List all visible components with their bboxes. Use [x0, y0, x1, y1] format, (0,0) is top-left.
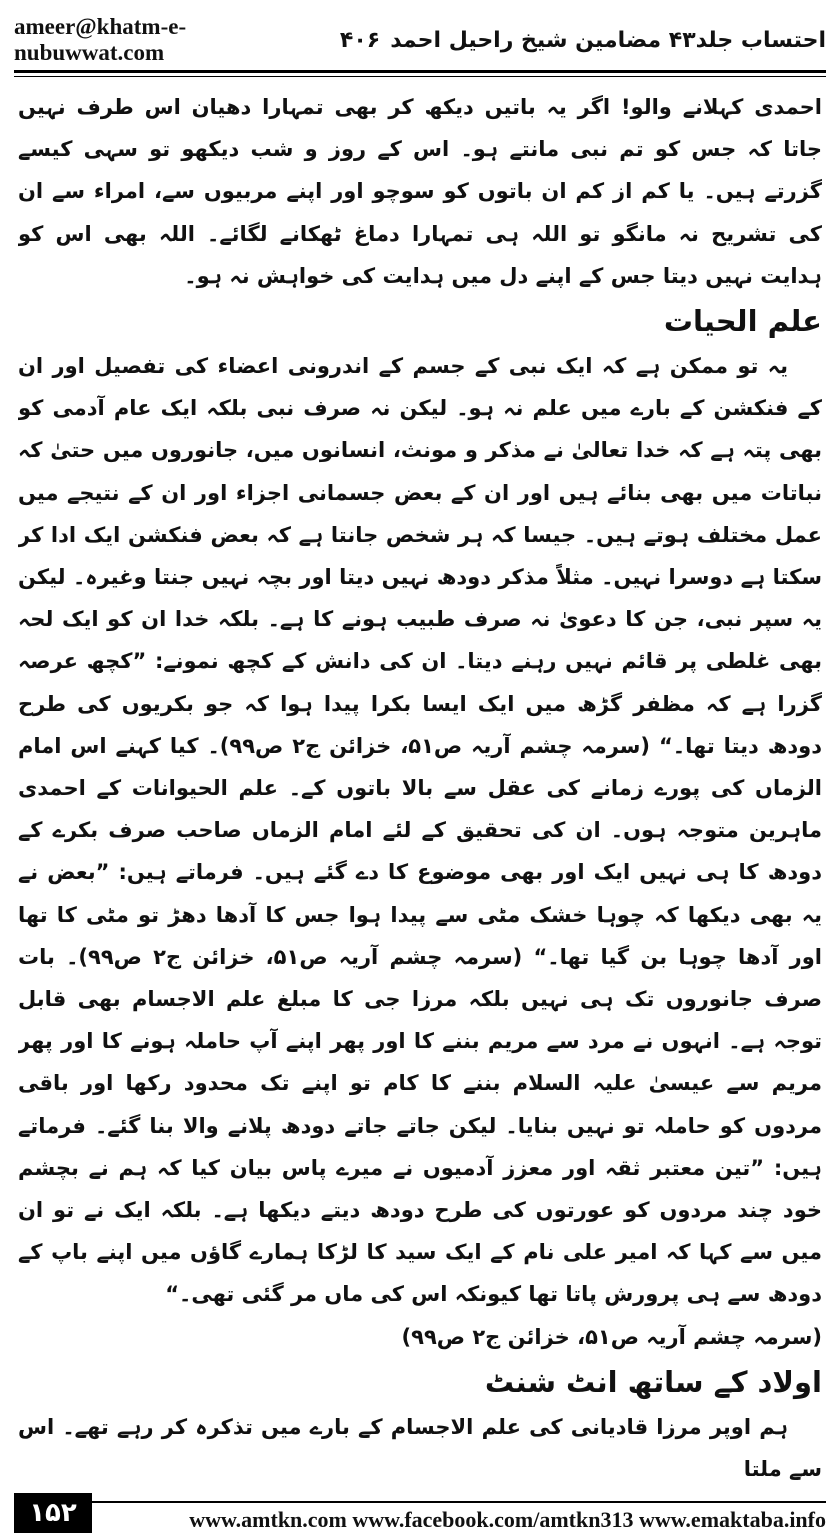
header-rule: [14, 70, 826, 73]
page-footer: [14, 1493, 826, 1533]
intro-paragraph: احمدی کہلانے والو! اگر یہ باتیں دیکھ کر بھی تمہارا دھیان اس طرف نہیں جاتا کہ جس کو تم نبی مانتے ہو۔ اس کے روز و شب دیکھو تو سہی کیسے گزرتے ہیں۔ یا کم از کم ان باتوں کو سوچو اور اپنے مربیوں سے، امراء سے ان کی تشریح نہ مانگو تو اللہ ہی تمہارا دماغ ٹھکانے لگائے۔ اللہ بھی اس کو ہدایت نہیں دیتا جس کے اپنے دل میں ہدایت کی خواہش نہ ہو۔: [18, 95, 822, 288]
reference-citation: (سرمہ چشم آریہ ص۵۱، خزائن ج۲ ص۹۹): [401, 1324, 822, 1349]
header-rule-thin: [14, 76, 826, 77]
footer-right: [92, 1493, 826, 1533]
section2-paragraph: ہم اوپر مرزا قادیانی کی علم الاجسام کے بارے میں تذکرہ کر رہے تھے۔ اس سے ملتا: [18, 1414, 822, 1481]
header-email: ameer@khatm-e-nubuwwat.com: [14, 14, 187, 65]
header-book-title: احتساب جلد۴۳ مضامین شیخ راحیل احمد: [390, 27, 826, 53]
footer-urls: www.amtkn.com www.facebook.com/amtkn313 www.emaktaba.info: [189, 1507, 826, 1532]
section-heading-aulad: اولاد کے ساتھ انٹ شنٹ: [484, 1364, 822, 1399]
header-page-marker: ۴۰۶: [339, 27, 381, 53]
section1-paragraph: یہ تو ممکن ہے کہ ایک نبی کے جسم کے اندرونی اعضاء کی تفصیل اور ان کے فنکشن کے بارے میں علم نہ ہو۔ لیکن نہ صرف نبی بلکہ ایک عام آدمی کو بھی پتہ ہے کہ خدا تعالیٰ نے مذکر و مونث، انسانوں میں، جانوروں میں حتیٰ کہ نباتات میں بھی بنائے ہیں اور ان کے بعض جسمانی اجزاء اور ان کے نتیجے میں عمل مختلف ہوتے ہیں۔ جیسا کہ ہر شخص جانتا ہے کہ بعض فنکشن ایک ادا کر سکتا ہے دوسرا نہیں۔ مثلاً مذکر دودھ نہیں دیتا اور بچہ نہیں جنتا وغیرہ۔ لیکن یہ سپر نبی، جن کا دعویٰ نہ صرف طبیب ہونے کا ہے۔ بلکہ خدا ان کو ایک لحہ بھی غلطی پر قائم نہیں رہنے دیتا۔ ان کی دانش کے کچھ نمونے: ”کچھ عرصہ گزرا ہے کہ مظفر گڑھ میں ایک ایسا بکرا پیدا ہوا کہ جو بکریوں کی طرح دودھ دیتا تھا۔“ (سرمہ چشم آریہ ص۵۱، خزائن ج۲ ص۹۹)۔ کیا کہنے اس امام الزماں کی پورے زمانے کی عقل سے بالا باتوں کے۔ علم الحیوانات کے احمدی ماہرین متوجہ ہوں۔ ان کی تحقیق کے لئے امام الزماں صاحب صرف بکرے کے دودھ کا ہی نہیں ایک اور بھی موضوع کا دے گئے ہیں۔ فرماتے ہیں: ”بعض نے یہ بھی دیکھا کہ چوہا خشک مٹی سے پیدا ہوا جس کا آدھا دھڑ تو مٹی کا تھا اور آدھا چوہا بن گیا تھا۔“ (سرمہ چشم آریہ ص۵۱، خزائن ج۲ ص۹۹)۔ بات صرف جانوروں تک ہی نہیں بلکہ مرزا جی کا مبلغ علم الاجسام بھی قابل توجہ ہے۔ انہوں نے مرد سے مریم بننے کا اور پھر اپنے آپ حاملہ ہونے کا اور پھر مریم سے عیسیٰ علیہ السلام بننے کا کام تو اپنے تک محدود رکھا اور باقی مردوں کو حاملہ تو نہیں بنایا۔ لیکن جاتے جاتے دودھ پلانے والا بنا گئے۔ فرماتے ہیں: ”تین معتبر ثقہ اور معزز آدمیوں نے میرے پاس بیان کیا کہ ہم نے بچشم خود چند مردوں کو عورتوں کی طرح دودھ دیتے دیکھا ہے۔ بلکہ ایک نے تو ان میں سے کہا کہ امیر علی نام کے ایک سید کا لڑکا ہمارے گاؤں میں اپنے باپ کے دودھ سے ہی پرورش پاتا تھا کیونکہ اس کی ماں مر گئی تھی۔“: [18, 354, 822, 1307]
footer-page-number: ۱۵۲: [14, 1493, 92, 1533]
section-heading-ilm-ul-hayat: علم الحیات: [663, 304, 822, 339]
footer-rule: [92, 1501, 826, 1503]
page-header: [14, 12, 826, 68]
header-title-group: [330, 28, 826, 53]
page-content: [18, 86, 822, 1481]
